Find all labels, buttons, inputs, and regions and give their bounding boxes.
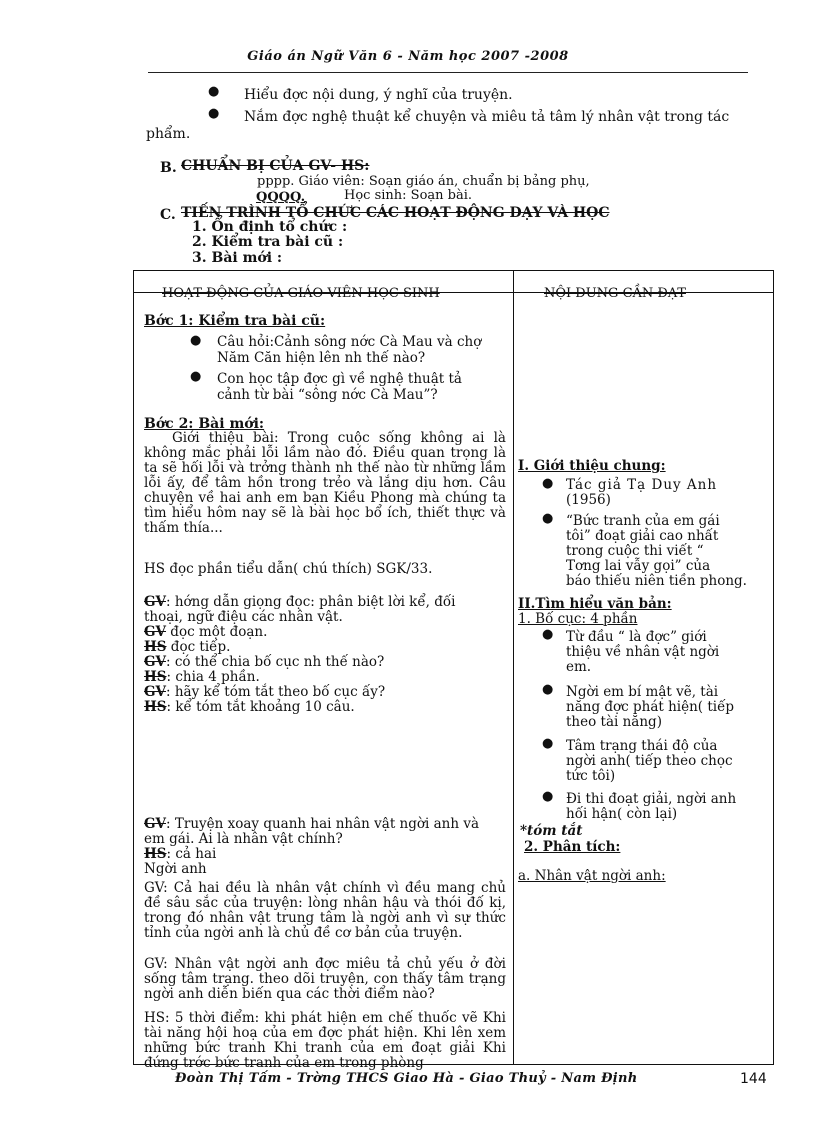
- left-header: HOẠT ĐỘNG CỦA GIÁO VIÊN HỌC SINH: [162, 286, 440, 301]
- dialogue-line: [144, 625, 506, 640]
- dialogue-text: thoại, ngữ điệu các nhân vật.: [144, 609, 343, 625]
- right-header: NỘI DUNG CẦN ĐẠT: [544, 286, 686, 301]
- section-c-letter: C.: [160, 207, 176, 223]
- layout-item-3-line3: tức tôi): [566, 768, 616, 784]
- section-b-letter: B.: [160, 160, 177, 176]
- layout-item-1: [566, 630, 719, 675]
- layout-item-1-line3: em.: [566, 659, 592, 675]
- speaker-label: HS: [144, 846, 167, 862]
- layout-item-3-line2: ngời anh( tiếp theo chọc: [566, 753, 733, 769]
- dialogue-text: đọc tiếp.: [166, 639, 231, 655]
- objective-1: Hiểu đợc nội dung, ý nghĩ của truyện.: [244, 87, 513, 103]
- bullet-icon: ●: [542, 627, 554, 642]
- speaker-label: GV: [144, 594, 167, 610]
- question-1-line1: Câu hỏi:Cảnh sông nớc Cà Mau và chợ: [217, 334, 482, 350]
- intro-title: I. Giới thiệu chung:: [518, 458, 666, 474]
- hs-read-instruction: HS đọc phần tiểu dẫn( chú thích) SGK/33.: [144, 561, 433, 577]
- page-number: 144: [740, 1071, 767, 1087]
- bullet-icon: ●: [542, 736, 554, 751]
- layout-item-2-line3: theo tài năng): [566, 714, 662, 730]
- dialogue-line: [144, 655, 506, 670]
- dialogue-text: : chia 4 phần.: [166, 669, 260, 685]
- step-3: 3. Bài mới :: [192, 250, 283, 266]
- objective-2: Nắm đợc nghệ thuật kể chuyện và miêu tả tâm lý nhân vật trong tác: [244, 109, 730, 125]
- dialogue-text: Ngời anh: [144, 861, 207, 877]
- intro-item-1: [566, 478, 766, 508]
- dialogue-line: [144, 685, 506, 700]
- step1-title: Bớc 1: Kiểm tra bài cũ:: [144, 313, 326, 329]
- dialogue-text: : có thể chia bố cục nh thế nào?: [166, 654, 385, 670]
- question-2-line1: Con học tập đợc gì về nghệ thuật tả: [217, 371, 462, 387]
- layout-item-3: [566, 739, 733, 784]
- step-1: 1. Ổn định tổ chức :: [192, 219, 348, 235]
- bullet-icon: ●: [542, 682, 554, 697]
- dialogue-text: đọc một đoạn.: [166, 624, 268, 640]
- layout-item-1-line1: Từ đầu “ là đợc” giới: [566, 629, 707, 645]
- speaker-label: GV: [144, 654, 167, 670]
- layout-item-2-line1: Ngời em bí mật vẽ, tài: [566, 684, 719, 700]
- bullet-icon: ●: [542, 476, 554, 491]
- section-b-marker: QQQQ.: [256, 190, 306, 205]
- left-header-cell: [134, 271, 514, 301]
- section-b-student: Học sinh: Soạn bài.: [344, 188, 473, 203]
- intro-item-2-line3: trong cuộc thi viết “: [566, 543, 704, 559]
- gv-question-2: GV: Nhân vật ngời anh đợc miêu tả chủ yếu ở đời sống tâm trạng. theo dõi truyện, con thấy tâm trạng ngời anh diễn biến qua các thời điểm nào?: [144, 956, 506, 1002]
- text-study-title: II.Tìm hiểu văn bản:: [518, 596, 672, 612]
- gv-explanation-1: GV: Cả hai đều là nhân vật chính vì đều mang chủ đề sâu sắc của truyện: lòng nhân hậu và thói đố kị, trong đó nhân vật trung tâm là ngời anh vì sự thức tỉnh của ngời anh là chủ đề cơ bản của truyện.: [144, 880, 506, 941]
- left-column: [134, 293, 514, 1071]
- summary-label: *tóm tắt: [520, 823, 583, 839]
- dialogue-text: : hớng dẫn giọng đọc: phân biệt lời kể, đối: [166, 594, 456, 610]
- dialogue-text: em gái. Ai là nhân vật chính?: [144, 831, 343, 847]
- section-b-teacher: pppp. Giáo viên: Soạn giáo án, chuẩn bị bảng phụ,: [257, 174, 590, 189]
- bullet-icon: ●: [190, 333, 202, 348]
- dialogue-line: [144, 817, 506, 832]
- page-footer: Đoàn Thị Tấm - Trờng THCS Giao Hà - Giao Thuỷ - Nam Định: [175, 1071, 638, 1086]
- layout-item-1-line2: thiệu về nhân vật ngời: [566, 644, 720, 660]
- step-2: 2. Kiểm tra bài cũ :: [192, 234, 344, 250]
- intro-item-1-line1: Tác giả Tạ Duy Anh: [566, 477, 718, 493]
- dialogue-block-2: [144, 817, 506, 877]
- hs-answer: HS: 5 thời điểm: khi phát hiện em chế thuốc vẽ Khi tài năng hội hoạ của em đợc phát hiện. Khi lên xem những bức tranh Khi tranh của em đoạt giải Khi đứng trớc bức tranh của em trong phòng: [144, 1010, 506, 1071]
- right-column: [514, 293, 774, 1065]
- intro-item-2: [566, 514, 747, 589]
- question-2-line2: cảnh từ bài “sông nớc Cà Mau”?: [217, 387, 438, 403]
- dialogue-line: [144, 670, 506, 685]
- header-rule: [148, 72, 748, 73]
- speaker-label: HS: [144, 639, 167, 655]
- intro-item-2-line1: “Bức tranh của em gái: [566, 513, 720, 529]
- intro-item-2-line5: báo thiếu niên tiền phong.: [566, 573, 747, 589]
- dialogue-line: [144, 700, 506, 715]
- analysis-title: 2. Phân tích:: [524, 839, 621, 855]
- dialogue-block-1: [144, 595, 506, 715]
- bullet-icon: ●: [208, 84, 220, 99]
- bullet-icon: ●: [208, 106, 220, 121]
- layout-item-2-line2: năng đợc phát hiện( tiếp: [566, 699, 735, 715]
- speaker-label: GV: [144, 816, 167, 832]
- dialogue-line: [144, 847, 506, 862]
- dialogue-line: [144, 862, 506, 877]
- layout-item-3-line1: Tâm trạng thái độ của: [566, 738, 718, 754]
- dialogue-line: [144, 832, 506, 847]
- dialogue-line: [144, 595, 506, 610]
- bullet-icon: ●: [190, 369, 202, 384]
- layout-title: 1. Bố cục: 4 phần: [518, 611, 638, 627]
- step2-title: Bớc 2: Bài mới:: [144, 416, 265, 432]
- page-header: Giáo án Ngữ Văn 6 - Năm học 2007 -2008: [247, 49, 569, 64]
- dialogue-line: [144, 610, 506, 625]
- objective-2-cont: phẩm.: [146, 126, 191, 142]
- right-header-cell: [514, 271, 774, 301]
- dialogue-text: : hãy kể tóm tắt theo bố cục ấy?: [166, 684, 386, 700]
- lesson-table: [133, 270, 774, 1071]
- bullet-icon: ●: [542, 511, 554, 526]
- question-1-line2: Năm Căn hiện lên nh thế nào?: [217, 350, 426, 366]
- dialogue-line: [144, 640, 506, 655]
- layout-item-4-line1: Đi thi đoạt giải, ngời anh: [566, 791, 737, 807]
- layout-item-2: [566, 685, 734, 730]
- speaker-label: HS: [144, 669, 167, 685]
- section-b-title: CHUẨN BỊ CỦA GV- HS:: [181, 158, 370, 174]
- dialogue-text: : cả hai: [166, 846, 217, 862]
- layout-item-4: [566, 792, 736, 822]
- intro-paragraph: Giới thiệu bài: Trong cuộc sống không ai là không mắc phải lỗi lầm nào đó. Điều quan trọng là ta sẽ hối lỗi và trởng thành nh thế nào từ những lầm lỗi ấy, để tâm hồn trong trẻo và lắng dịu hơn. Câu chuyện về hai anh em bạn Kiều Phong mà chúng ta tìm hiểu hôm nay sẽ là bài học bổ ích, thiết thực và thấm thía...: [144, 430, 506, 536]
- dialogue-text: : kể tóm tắt khoảng 10 câu.: [166, 699, 355, 715]
- layout-item-4-line2: hối hận( còn lại): [566, 806, 678, 822]
- intro-item-2-line2: tôi” đoạt giải cao nhất: [566, 528, 719, 544]
- intro-item-2-line4: Tơng lai vẫy gọi” của: [566, 558, 711, 574]
- speaker-label: GV: [144, 684, 167, 700]
- intro-item-1-line2: (1956): [566, 492, 611, 508]
- speaker-label: HS: [144, 699, 167, 715]
- section-c-title: TIẾN TRÌNH TỔ CHỨC CÁC HOẠT ĐỘNG DẠY VÀ HỌC: [181, 205, 610, 221]
- bullet-icon: ●: [542, 789, 554, 804]
- character-title: a. Nhân vật ngời anh:: [518, 868, 666, 884]
- dialogue-text: : Truyện xoay quanh hai nhân vật ngời anh và: [166, 816, 480, 832]
- speaker-label: GV: [144, 624, 167, 640]
